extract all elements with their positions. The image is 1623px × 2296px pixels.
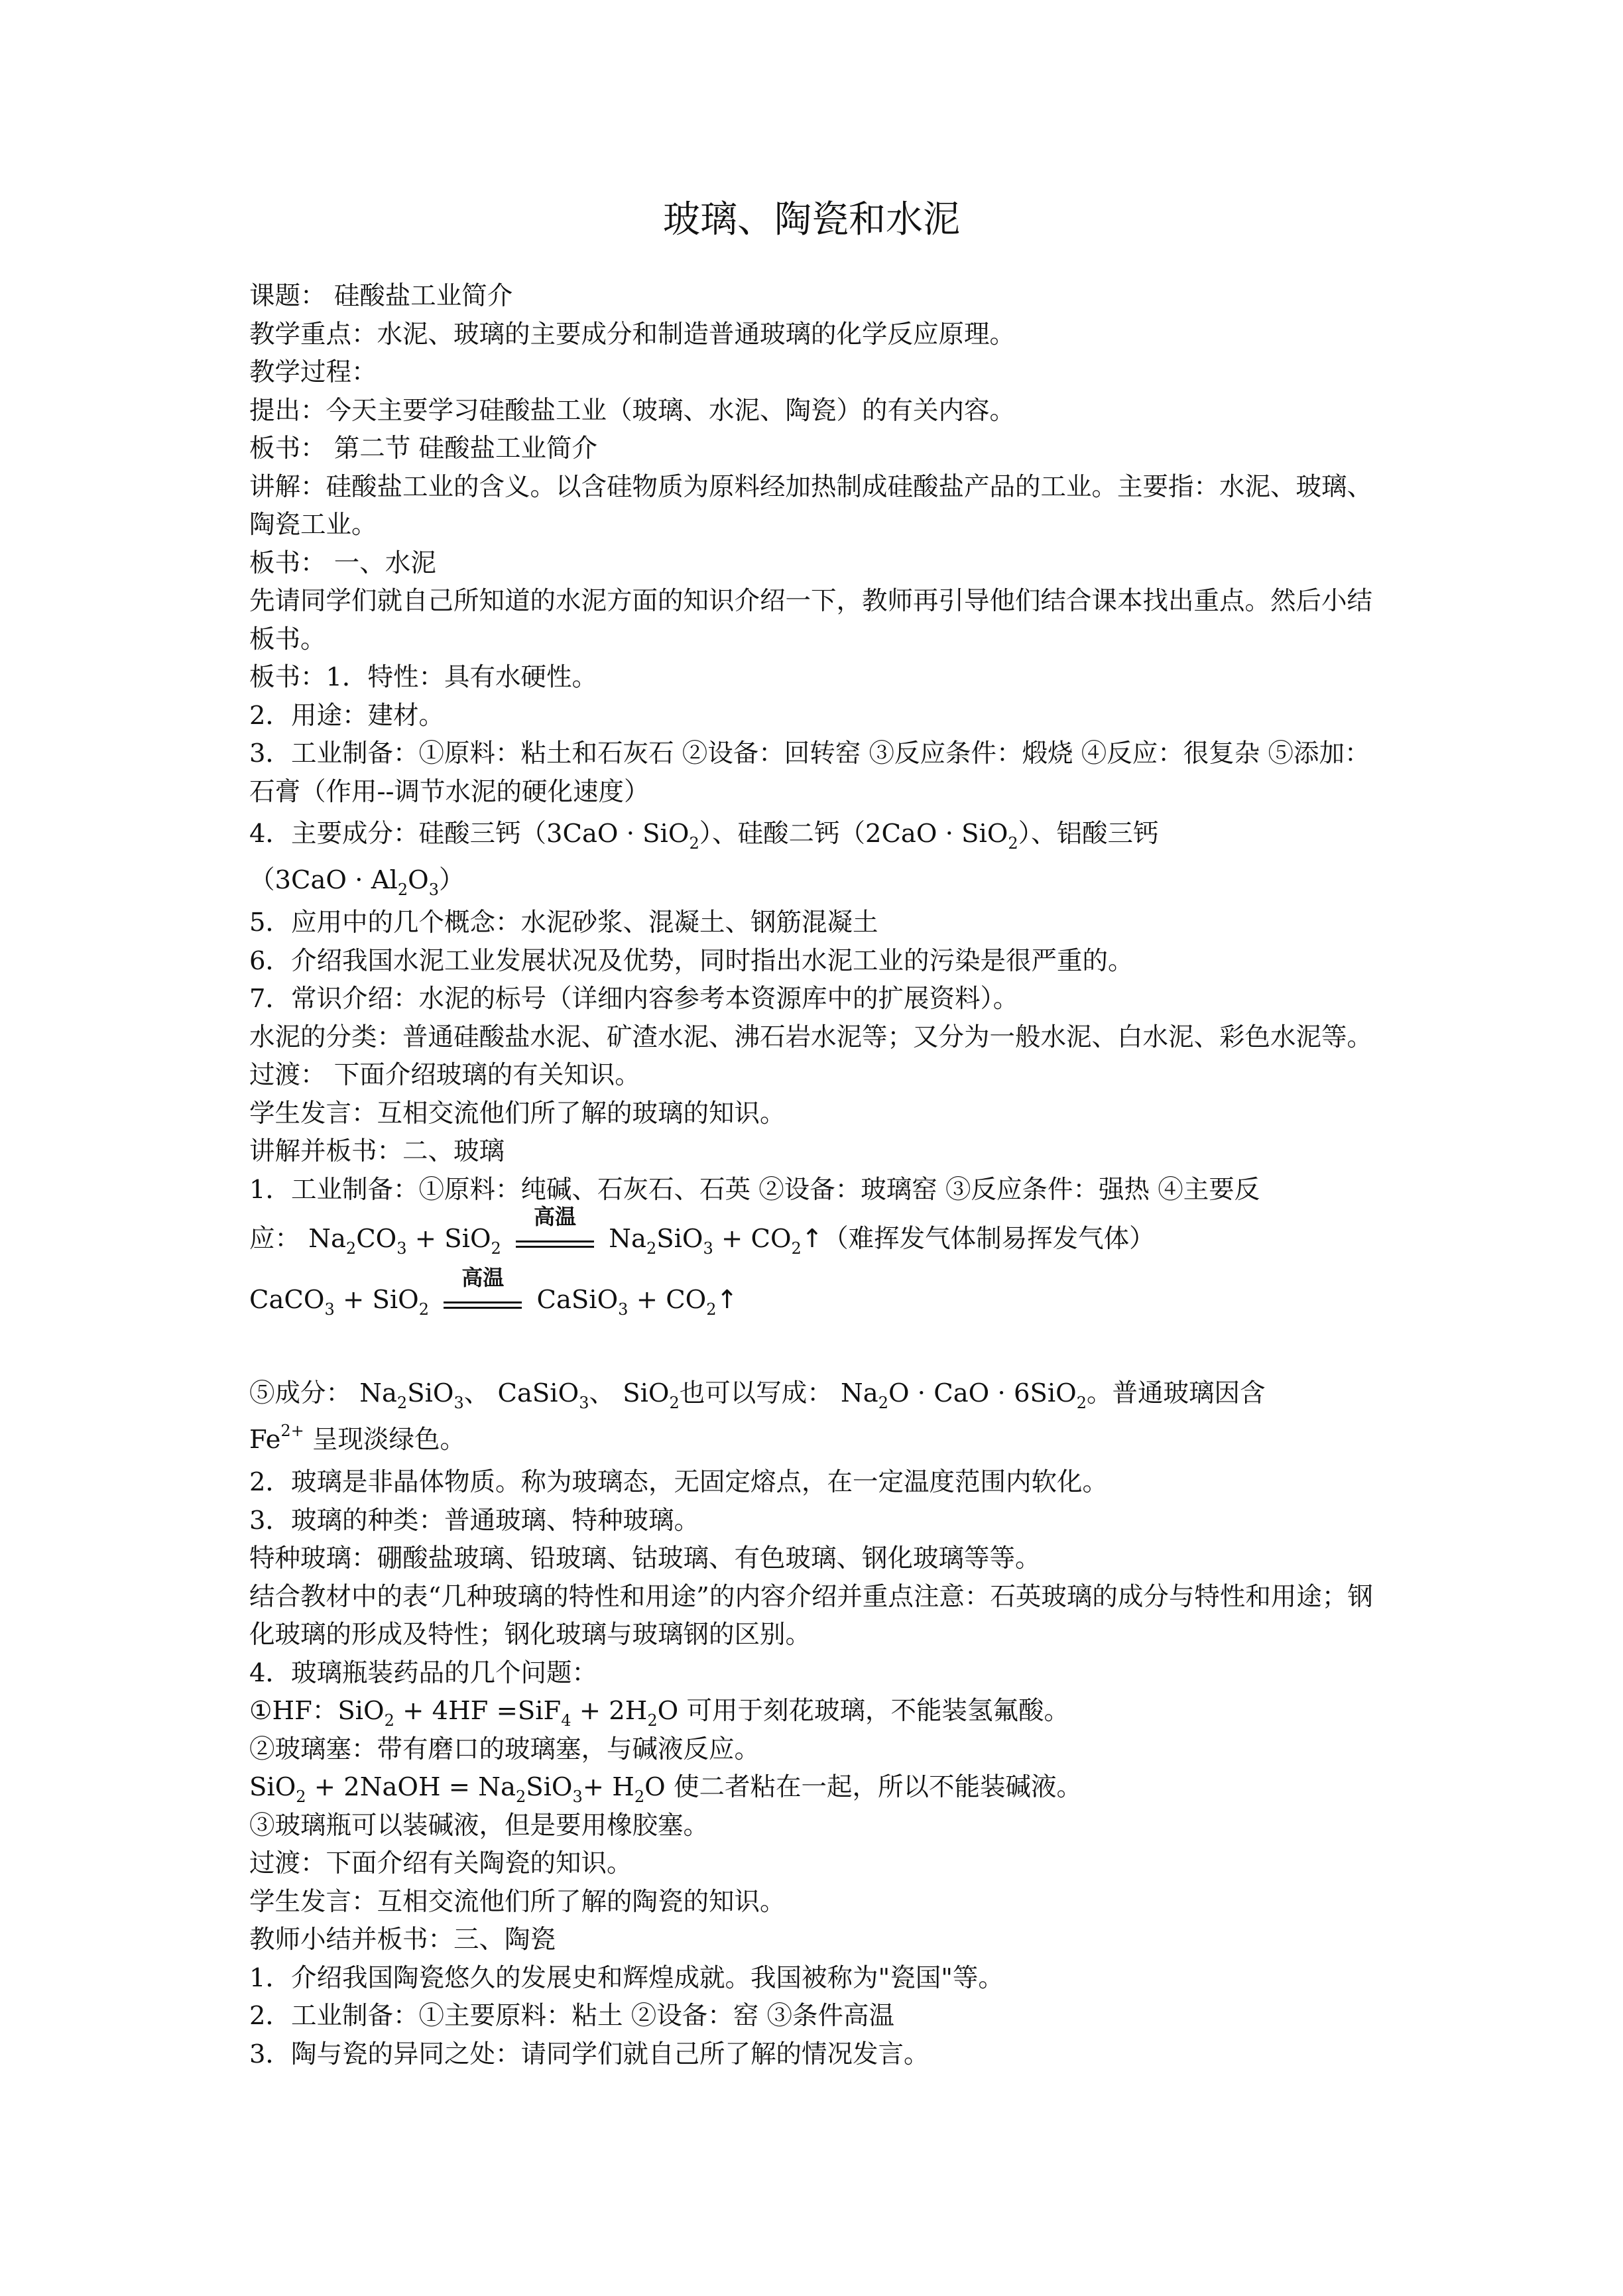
- text-line: 3．陶与瓷的异同之处：请同学们就自己所了解的情况发言。: [249, 2039, 930, 2069]
- reaction-arrow: [516, 1204, 594, 1254]
- text-fragment: 4．主要成分：硅酸三钙（: [249, 819, 546, 849]
- text-line: 5．应用中的几个概念：水泥砂浆、混凝土、钢筋混凝土: [249, 908, 878, 937]
- document-body: [249, 277, 1390, 2073]
- text-line-glass-components: [249, 1370, 1390, 1417]
- text-fragment: ）: [438, 865, 465, 895]
- reaction-condition: 高温: [461, 1265, 505, 1290]
- text-line: 教学过程：: [249, 357, 377, 387]
- text-line: 结合教材中的表“几种玻璃的特性和用途”的内容介绍并重点注意：石英玻璃的成分与特性和用途；钢化玻璃的形成及特性；钢化玻璃与玻璃钢的区别。: [249, 1581, 1373, 1650]
- text-fragment: 应：: [249, 1224, 301, 1254]
- text-line: 7．常识介绍：水泥的标号（详细内容参考本资源库中的扩展资料）。: [249, 984, 1019, 1014]
- text-line: 课题： 硅酸盐工业简介: [249, 281, 513, 311]
- text-fragment: 使二者粘在一起，所以不能装碱液。: [673, 1772, 1082, 1802]
- text-line: 4．玻璃瓶装药品的几个问题：: [249, 1658, 597, 1688]
- formula-sio2: SiO$_2$: [623, 1378, 680, 1412]
- formula-oxide-form: $Na_2O$ · CaO · 6SiO$_2$: [841, 1378, 1087, 1412]
- text-line-naoh: [249, 1768, 1390, 1807]
- gas-arrow-icon: ↑: [801, 1224, 823, 1254]
- text-line: 学生发言：互相交流他们所了解的玻璃的知识。: [249, 1098, 786, 1128]
- formula-na2sio3: $Na_2SiO_3$: [359, 1378, 464, 1412]
- formula-c3s: 3CaO · SiO$_2$: [546, 819, 699, 853]
- equation-products: CaSiO$_3$ + $CO_2$: [536, 1285, 717, 1319]
- formula-casio3: CaSiO$_3$: [497, 1378, 589, 1412]
- text-line: 3．玻璃的种类：普通玻璃、特种玻璃。: [249, 1505, 699, 1536]
- text-line: 2．玻璃是非晶体物质。称为玻璃态，无固定熔点，在一定温度范围内软化。: [249, 1467, 1108, 1497]
- text-fragment: 。普通玻璃因含: [1086, 1378, 1266, 1408]
- equation-reactants: $Na_2CO_3 + SiO_2$: [308, 1224, 501, 1258]
- text-line: 过渡： 下面介绍玻璃的有关知识。: [249, 1060, 640, 1090]
- equation-reactants: CaCO$_3$ + SiO$_2$: [249, 1285, 429, 1319]
- text-line: 1．介绍我国陶瓷悠久的发展史和辉煌成就。我国被称为"瓷国"等。: [249, 1963, 1004, 1993]
- text-line-hf: [249, 1692, 1390, 1730]
- text-fragment: 、: [589, 1378, 615, 1408]
- text-line: 2．用途：建材。: [249, 700, 444, 731]
- text-fragment: ①HF：: [249, 1696, 338, 1726]
- formula-c2s: 2CaO · SiO$_2$: [865, 819, 1018, 853]
- text-fragment: （难挥发气体制易挥发气体）: [823, 1224, 1155, 1254]
- text-line: 讲解并板书：二、玻璃: [249, 1136, 505, 1166]
- text-line: 过渡：下面介绍有关陶瓷的知识。: [249, 1848, 632, 1878]
- equation-soda-silica: [249, 1204, 1390, 1270]
- text-line: 教学重点：水泥、玻璃的主要成分和制造普通玻璃的化学反应原理。: [249, 319, 1016, 349]
- gas-arrow-icon: ↑: [716, 1285, 738, 1315]
- formula-c3a: $3CaO \cdot Al_2O_3$: [274, 865, 439, 899]
- text-line: 教师小结并板书：三、陶瓷: [249, 1925, 556, 1955]
- text-fragment: 可用于刻花玻璃，不能装氢氟酸。: [686, 1696, 1069, 1726]
- text-fragment: 呈现淡绿色。: [312, 1425, 466, 1455]
- text-line: 特种玻璃：硼酸盐玻璃、铅玻璃、钴玻璃、有色玻璃、钢化玻璃等等。: [249, 1543, 1041, 1573]
- reaction-condition: 高温: [534, 1204, 577, 1229]
- text-line: 板书：1．特性：具有水硬性。: [249, 662, 597, 692]
- text-fragment: ⑤成分：: [249, 1378, 352, 1408]
- text-fragment: ）、铝酸三钙: [1018, 819, 1159, 849]
- text-line: ③玻璃瓶可以装碱液，但是要用橡胶塞。: [249, 1810, 709, 1841]
- equation-products: $Na_2SiO_3 + CO_2$: [609, 1224, 802, 1258]
- text-line: 2．工业制备：①主要原料：粘土 ②设备：窑 ③条件高温: [249, 2001, 894, 2031]
- formula-fe2: $Fe^{2+}$: [249, 1421, 304, 1455]
- text-line: 3．工业制备：①原料：粘土和石灰石 ②设备：回转窑 ③反应条件：煅烧 ④反应：很复杂 ⑤添加：石膏（作用--调节水泥的硬化速度）: [249, 739, 1370, 807]
- text-line: 学生发言：互相交流他们所了解的陶瓷的知识。: [249, 1886, 786, 1917]
- text-line: 提出：今天主要学习硅酸盐工业（玻璃、水泥、陶瓷）的有关内容。: [249, 395, 1016, 426]
- equation-limestone-silica: [249, 1265, 1390, 1331]
- text-line-c3a: [249, 857, 1390, 904]
- equation-naoh: SiO$_2$ + 2NaOH = $Na_2SiO_3+ H_2O$: [249, 1772, 666, 1806]
- text-line: 水泥的分类：普通硅酸盐水泥、矿渣水泥、沸石岩水泥等；又分为一般水泥、白水泥、彩色水泥等。: [249, 1022, 1373, 1052]
- text-fragment: ）、硅酸二钙（: [699, 819, 865, 849]
- text-fragment: 、: [463, 1378, 490, 1408]
- text-fragment: （: [249, 865, 275, 895]
- text-line: ②玻璃塞：带有磨口的玻璃塞，与碱液反应。: [249, 1734, 760, 1764]
- text-line: 板书： 一、水泥: [249, 548, 436, 578]
- text-fragment: 也可以写成：: [679, 1378, 833, 1408]
- equation-hf: $SiO_2 + 4HF =SiF_4 + 2H_2O$: [337, 1696, 679, 1730]
- text-line: 1．工业制备：①原料：纯碱、石灰石、石英 ②设备：玻璃窑 ③反应条件：强热 ④主要反: [249, 1174, 1260, 1205]
- text-line: 先请同学们就自己所知道的水泥方面的知识介绍一下，教师再引导他们结合课本找出重点。然后小结板书。: [249, 586, 1373, 654]
- text-line: 讲解：硅酸盐工业的含义。以含硅物质为原料经加热制成硅酸盐产品的工业。主要指：水泥、玻璃、陶瓷工业。: [249, 471, 1373, 540]
- text-line: 6．介绍我国水泥工业发展状况及优势，同时指出水泥工业的污染是很严重的。: [249, 945, 1134, 976]
- text-line-fe-color: [249, 1417, 1390, 1463]
- text-line: 板书： 第二节 硅酸盐工业简介: [249, 434, 597, 463]
- text-line-main-components: [249, 811, 1390, 857]
- page-title: 玻璃、陶瓷和水泥: [663, 198, 960, 241]
- reaction-arrow: [444, 1265, 522, 1315]
